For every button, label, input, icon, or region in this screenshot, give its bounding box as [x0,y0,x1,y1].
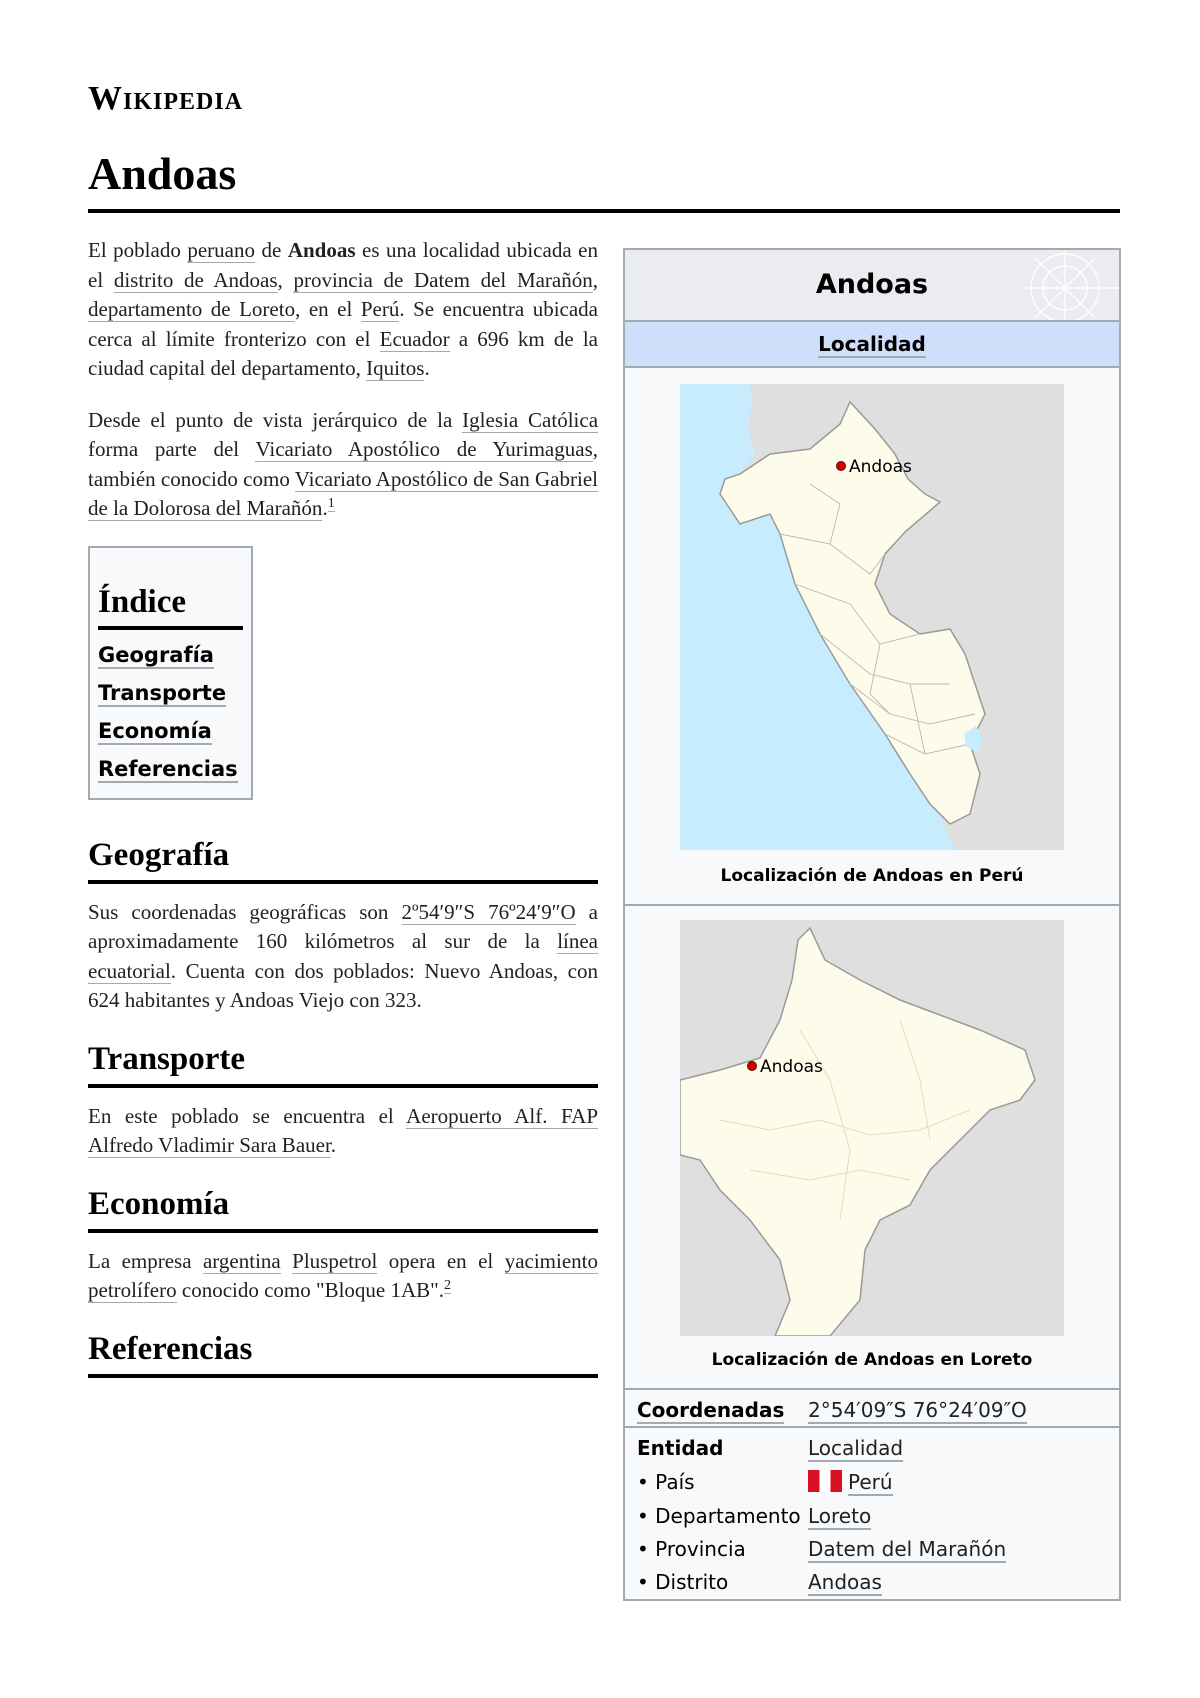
toc-item-transporte[interactable]: Transporte [98,680,227,705]
inline-link[interactable]: distrito de Andoas [113,267,278,292]
infobox-title-bar [625,250,1119,320]
infobox-subtitle [625,320,1119,368]
inline-link[interactable]: yacimiento petrolífero [88,1248,598,1302]
text-run: forma parte del [88,437,256,461]
inline-link[interactable]: Perú [360,297,400,321]
inline-link[interactable]: Vicariato Apostólico de San Gabriel de la Dolorosa del Marañón [88,466,598,520]
text-run: de [254,238,288,262]
peru-location-map[interactable] [680,384,1064,850]
page-title: Andoas [88,148,237,199]
inline-link[interactable]: Aeropuerto Alf. FAP Alfredo Vladimir Sara Bauer [88,1103,598,1157]
table-of-contents [88,546,253,800]
economia-paragraph [88,1247,598,1306]
inline-link[interactable]: provincia de Datem del Marañón [293,267,593,292]
wikipedia-logo[interactable]: Wikipedia [88,80,244,117]
text-run: La empresa [88,1248,203,1273]
map2-caption: Localización de Andoas en Loreto [711,1350,1033,1370]
map-marker-icon [748,1062,757,1071]
map-marker-label: Andoas [760,1057,823,1077]
article-body [88,236,598,1392]
text-run: conocido como "Bloque 1AB". [176,1278,444,1302]
map-marker-label: Andoas [849,457,912,477]
map-marker-icon [837,462,846,471]
inline-link[interactable]: Iglesia Católica [462,407,599,432]
inline-link[interactable]: línea ecuatorial [88,929,598,983]
infobox-divider [625,1388,1119,1390]
distrito-value[interactable]: Andoas [808,1570,882,1594]
text-run: , en el [295,297,361,321]
section-heading-geografia: Geografía [88,834,598,884]
text-run: . [330,1133,337,1157]
text-run [281,1249,292,1273]
inline-link[interactable]: argentina [202,1248,281,1273]
text-run: , [277,267,294,292]
text-run: a aproximadamente 160 kilómetros al sur de la [88,899,598,953]
reference-link[interactable]: 1 [327,496,335,511]
inline-link[interactable]: Ecuador [379,326,450,351]
inline-link[interactable]: Iquitos [366,356,425,380]
inline-link[interactable]: peruano [187,238,255,262]
section-heading-transporte: Transporte [88,1038,598,1088]
pais-value[interactable]: Perú [808,1470,893,1494]
text-run: , [592,267,599,292]
text-run: . [424,356,430,380]
inline-link[interactable]: Vicariato Apostólico de Yurimaguas [255,437,593,461]
infobox-subtitle-link[interactable]: Localidad [818,332,926,356]
toc-item-economia[interactable]: Economía [98,718,212,743]
coordinates-label[interactable]: Coordenadas [637,1398,785,1422]
text-run: . Cuenta con dos poblados: Nuevo Andoas, con 624 habitantes y Andoas Viejo con 323. [88,958,598,1012]
section-heading-referencias: Referencias [88,1328,598,1378]
text-run: El poblado [88,238,188,262]
text-run: , también conocido como [88,437,598,491]
infobox [623,248,1121,1601]
inline-link[interactable]: 2º54′9″S 76º24′9″O [401,899,576,924]
title-divider [88,209,1120,213]
intro-paragraph-2 [88,406,598,524]
text-run: . [322,496,328,520]
infobox-divider [625,1426,1119,1428]
infobox-divider [625,904,1119,906]
distrito-label[interactable]: • Distrito [637,1570,729,1594]
map1-caption: Localización de Andoas en Perú [720,866,1024,886]
entidad-value[interactable]: Localidad [808,1436,904,1460]
toc-title: Índice [98,582,243,630]
geografia-paragraph [88,898,598,1016]
text-run: opera en el [377,1248,505,1273]
text-run: . Se encuentra ubicada cerca al límite fronterizo con el [88,297,598,351]
loreto-location-map[interactable] [680,920,1064,1336]
pais-label[interactable]: • País [637,1470,695,1494]
inline-link[interactable]: departamento de Loreto [88,297,296,321]
intro-paragraph-1 [88,236,598,384]
departamento-label[interactable]: • Departamento [637,1504,801,1528]
entidad-label: Entidad [637,1436,724,1460]
inline-link[interactable]: Pluspetrol [292,1248,378,1273]
text-run: Sus coordenadas geográficas son [88,899,402,924]
toc-item-geografia[interactable]: Geografía [98,642,214,667]
text-run: es una localidad ubicada en el [88,238,598,292]
provincia-value[interactable]: Datem del Marañón [808,1537,1007,1561]
coordinates-value[interactable]: 2°54′09″S 76°24′09″O [808,1398,1027,1422]
text-run: En este poblado se encuentra el [88,1103,407,1128]
toc-item-referencias[interactable]: Referencias [98,756,238,781]
text-run: a 696 km de la ciudad capital del departamento, [88,326,598,380]
bold-text: Andoas [287,238,356,262]
peru-flag-icon [808,1470,842,1492]
infobox-title: Andoas [815,269,929,300]
text-run: Desde el punto de vista jerárquico de la [88,407,463,432]
reference-link[interactable]: 2 [444,1278,451,1293]
section-heading-economia: Economía [88,1183,598,1233]
departamento-value[interactable]: Loreto [808,1504,872,1528]
provincia-label[interactable]: • Provincia [637,1537,746,1561]
transporte-paragraph [88,1102,598,1161]
